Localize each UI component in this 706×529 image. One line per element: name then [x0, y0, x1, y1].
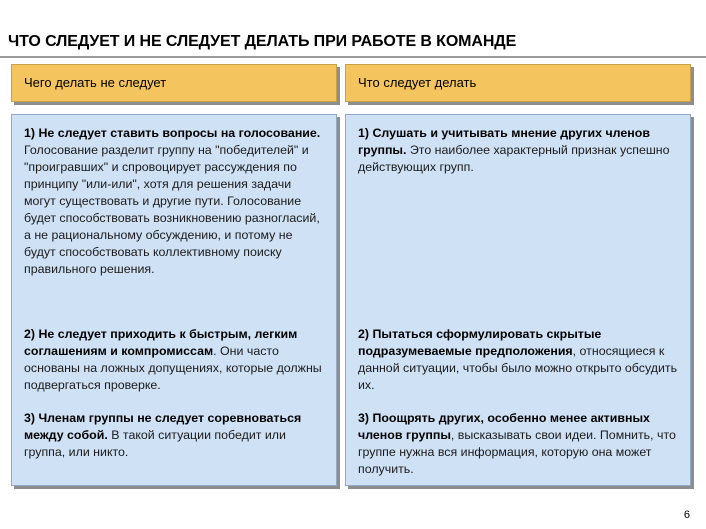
dont-item-1 [24, 125, 326, 278]
dont-item-1-bold: 1) Не следует ставить вопросы на голосование. [24, 126, 321, 140]
page-number: 6 [683, 509, 690, 521]
dont-item-2 [24, 326, 326, 394]
dont-item-2-bold: 2) Не следует приходить к быстрым, легким соглашениям и компромиссам [24, 327, 298, 358]
dont-item-3-bold: 3) Членам группы не следует соревноваться между собой. [24, 411, 302, 442]
dont-column [11, 114, 337, 486]
dont-item-1-text: Голосование разделит группу на "победителей" и "проигравших" и спровоцирует рассуждения по принципу "или-или", хотя для решения задачи могут существовать и другие пути. Голосование будет способствовать возникновению разногласий, а не рациональному обсуждению, и потому не будут способствовать коллективному поиску правильного решения. [24, 143, 320, 276]
do-item-2-bold: 2) Пытаться сформулировать скрытые подразумеваемые предположения [358, 327, 602, 358]
dont-item-3-text: В такой ситуации победит или группа, или никто. [24, 428, 286, 459]
do-item-1-text: Это наиболее характерный признак успешно действующих групп. [358, 143, 670, 174]
dont-item-2-text: . Они часто основаны на ложных допущениях, которые должны подвергаться проверке. [24, 344, 322, 392]
dont-item-3 [24, 410, 326, 461]
page-title: ЧТО СЛЕДУЕТ И НЕ СЛЕДУЕТ ДЕЛАТЬ ПРИ РАБОТЕ В КОМАНДЕ [8, 33, 517, 50]
do-item-3-bold: 3) Поощрять других, особенно менее активных членов группы [358, 411, 650, 442]
header-do: Что следует делать [345, 64, 691, 102]
do-item-1 [358, 125, 680, 176]
do-column [345, 114, 691, 486]
do-item-3 [358, 410, 680, 478]
do-item-3-text: , высказывать свои идеи. Помнить, что группе нужна вся информация, которую она может получить. [358, 428, 676, 476]
do-item-1-bold: 1) Слушать и учитывать мнение других членов группы. [358, 126, 650, 157]
do-item-2-text: , относящиеся к данной ситуации, чтобы было можно открыто обсудить их. [358, 344, 678, 392]
do-item-2 [358, 326, 680, 394]
header-dont: Чего делать не следует [11, 64, 337, 102]
title-divider [0, 56, 706, 58]
